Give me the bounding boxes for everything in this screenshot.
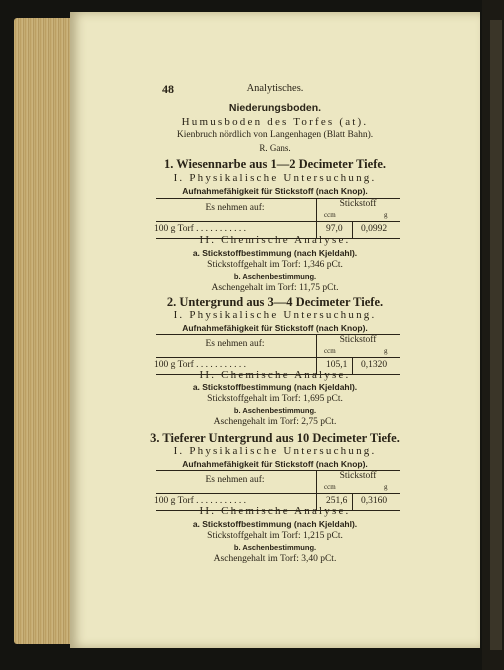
table-header (156, 471, 400, 494)
value-g: 0,3160 (361, 496, 388, 506)
value-ccm: 105,1 (326, 360, 348, 370)
unit-ccm: ccm (324, 347, 336, 355)
section-3-asche: Aschengehalt im Torf: 3,40 pCt. (213, 554, 337, 564)
row-label: 100 g Torf . . . . . . . . . . . (154, 360, 247, 370)
section-1-table (156, 198, 400, 239)
page-number: 48 (162, 82, 174, 96)
section-2-a: a. Stickstoffbestimmung (nach Kjeldahl). (192, 382, 358, 392)
col-header-es-nehmen: Es nehmen auf: (205, 475, 265, 485)
section-1-b: b. Aschenbestimmung. (233, 272, 317, 281)
unit-g: g (384, 483, 388, 491)
subtitle: Humusboden des Torfes (at). (181, 116, 369, 128)
section-3-aufnahme: Aufnahmefähigkeit für Stickstoff (nach Knop). (182, 459, 368, 469)
section-1-asche: Aschengehalt im Torf: 11,75 pCt. (211, 283, 339, 293)
section-3-phys: I. Physikalische Untersuchung. (173, 445, 377, 457)
section-3-chem: II. Chemische Analyse. (199, 505, 351, 517)
col-header-stickstoff: Stickstoff (339, 335, 377, 345)
section-1-heading: 1. Wiesennarbe aus 1—2 Decimeter Tiefe. (163, 157, 387, 171)
analyst: R. Gans. (259, 143, 291, 153)
value-g: 0,0992 (361, 224, 388, 234)
section-2-asche: Aschengehalt im Torf: 2,75 pCt. (213, 417, 337, 427)
section-title: Niederungsboden. (228, 102, 322, 114)
section-1-aufnahme: Aufnahmefähigkeit für Stickstoff (nach Knop). (182, 186, 368, 196)
section-2-stick: Stickstoffgehalt im Torf: 1,695 pCt. (207, 394, 343, 404)
section-3-stick: Stickstoffgehalt im Torf: 1,215 pCt. (207, 531, 343, 541)
section-2-chem: II. Chemische Analyse. (199, 369, 351, 381)
section-1-a: a. Stickstoffbestimmung (nach Kjeldahl). (192, 248, 358, 258)
table-header (156, 199, 400, 222)
col-header-es-nehmen: Es nehmen auf: (205, 203, 265, 213)
unit-ccm: ccm (324, 483, 336, 491)
section-1-phys: I. Physikalische Untersuchung. (173, 172, 377, 184)
section-1-stick: Stickstoffgehalt im Torf: 1,346 pCt. (207, 260, 343, 270)
row-label: 100 g Torf . . . . . . . . . . . (154, 496, 247, 506)
section-3-b: b. Aschenbestimmung. (233, 543, 317, 552)
running-head: Analytisches. (246, 83, 304, 94)
col-header-stickstoff: Stickstoff (339, 199, 377, 209)
row-label: 100 g Torf . . . . . . . . . . . (154, 224, 247, 234)
value-g: 0,1320 (361, 360, 388, 370)
unit-g: g (384, 347, 388, 355)
section-2-b: b. Aschenbestimmung. (233, 406, 317, 415)
background-right (482, 0, 504, 670)
book-cover-strip (490, 20, 502, 650)
unit-ccm: ccm (324, 211, 336, 219)
book-page (70, 12, 480, 648)
table-header (156, 335, 400, 358)
col-header-stickstoff: Stickstoff (339, 471, 377, 481)
location: Kienbruch nördlich von Langenhagen (Blatt Bahn). (176, 130, 374, 140)
section-2-heading: 2. Untergrund aus 3—4 Decimeter Tiefe. (166, 295, 384, 309)
value-ccm: 97,0 (326, 224, 343, 234)
section-2-phys: I. Physikalische Untersuchung. (173, 309, 377, 321)
section-2-aufnahme: Aufnahmefähigkeit für Stickstoff (nach Knop). (182, 323, 368, 333)
section-1-chem: II. Chemische Analyse. (199, 234, 351, 246)
value-ccm: 251,6 (326, 496, 348, 506)
unit-g: g (384, 211, 388, 219)
book-page-edges (14, 18, 72, 644)
section-3-a: a. Stickstoffbestimmung (nach Kjeldahl). (192, 519, 358, 529)
col-header-es-nehmen: Es nehmen auf: (205, 339, 265, 349)
section-3-heading: 3. Tieferer Untergrund aus 10 Decimeter Tiefe. (150, 431, 400, 445)
